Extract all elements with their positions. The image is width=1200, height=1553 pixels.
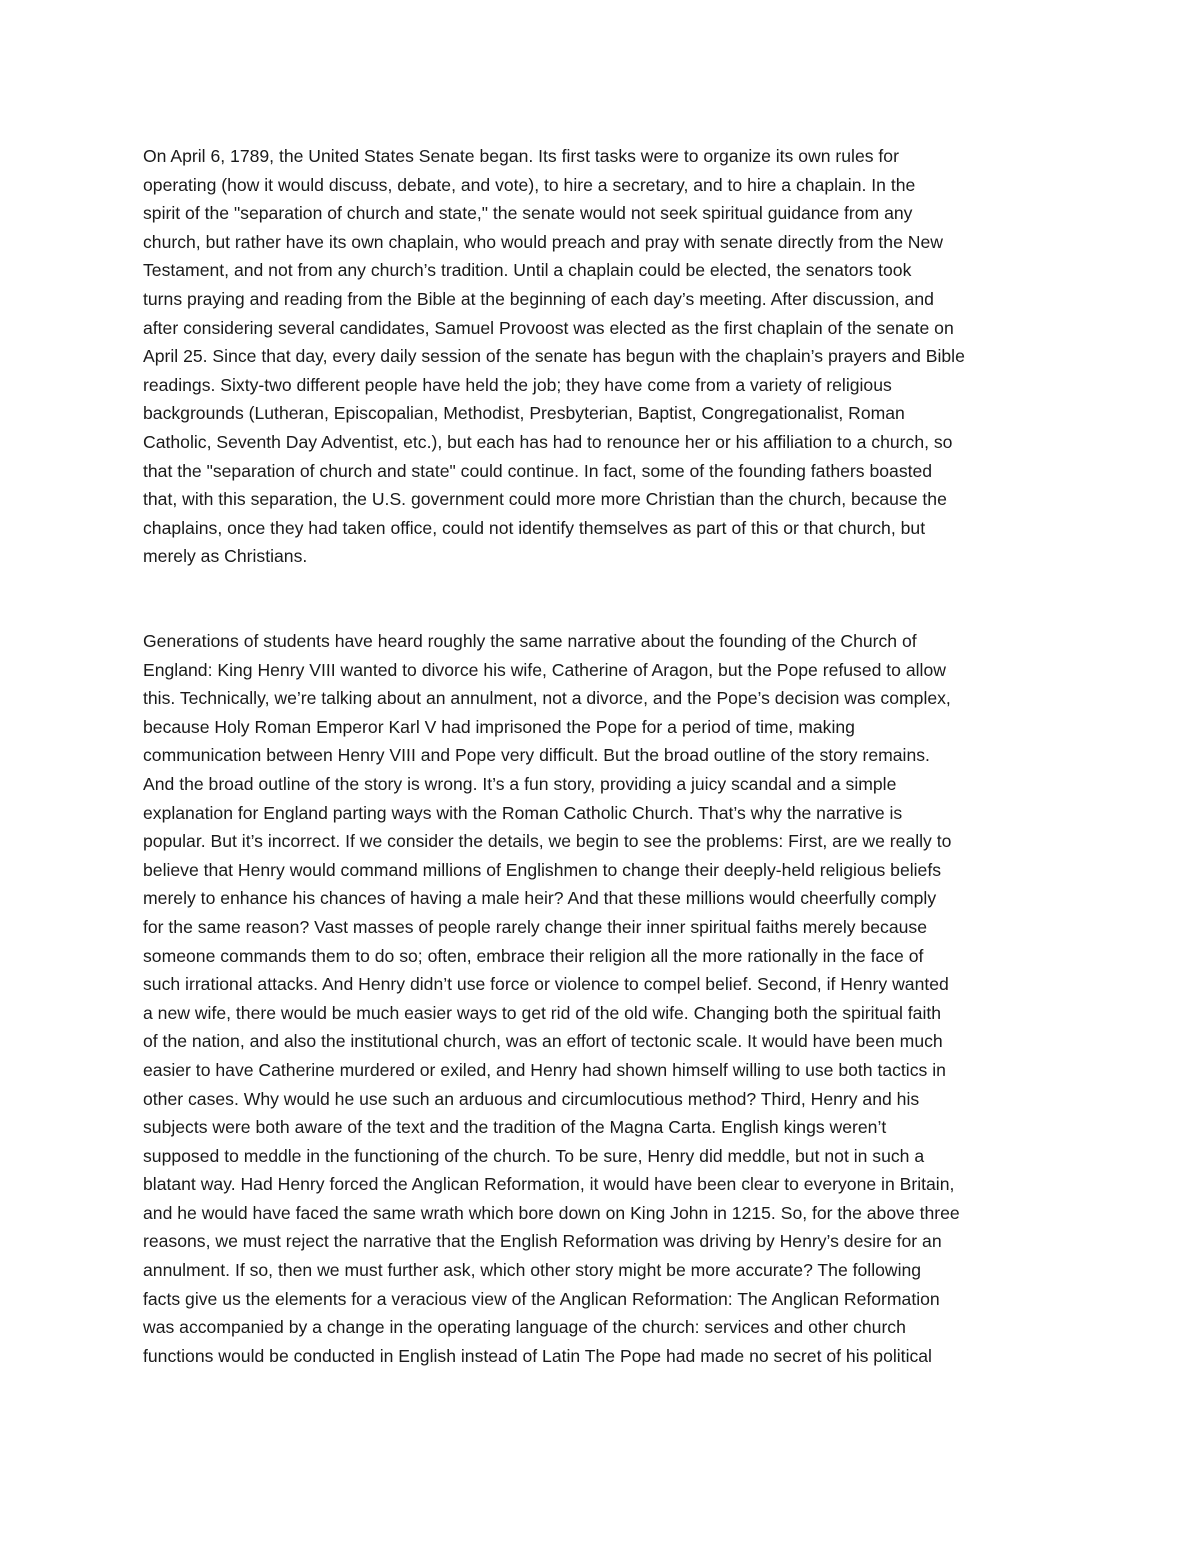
text-line: Generations of students have heard roughly the same narrative about the founding of the Church of <box>143 631 917 651</box>
text-line: And the broad outline of the story is wrong. It’s a fun story, providing a juicy scandal and a simple <box>143 773 897 794</box>
text-line: explanation for England parting ways with the Roman Catholic Church. That’s why the narrative is <box>143 802 903 823</box>
text-line: such irrational attacks. And Henry didn’t use force or violence to compel belief. Second, if Henry wanted <box>143 974 949 995</box>
text-line: easier to have Catherine murdered or exiled, and Henry had shown himself willing to use both tactics in <box>143 1059 946 1080</box>
paragraph-senate-chaplain <box>143 142 1063 571</box>
text-line: other cases. Why would he use such an arduous and circumlocutious method? Third, Henry and his <box>143 1088 920 1109</box>
text-line: chaplains, once they had taken office, could not identify themselves as part of this or that church, but <box>143 517 926 538</box>
text-line: for the same reason? Vast masses of people rarely change their inner spiritual faiths merely because <box>143 916 927 937</box>
text-line: backgrounds (Lutheran, Episcopalian, Methodist, Presbyterian, Baptist, Congregationalist, Roman <box>143 403 905 424</box>
text-line: supposed to meddle in the functioning of the church. To be sure, Henry did meddle, but not in such a <box>143 1145 925 1166</box>
text-line: this. Technically, we’re talking about an annulment, not a divorce, and the Pope’s decision was complex, <box>143 688 951 709</box>
text-line: believe that Henry would command millions of Englishmen to change their deeply-held religious beliefs <box>143 859 942 880</box>
text-line: popular. But it’s incorrect. If we consider the details, we begin to see the problems: First, are we really to <box>143 831 952 852</box>
text-line: a new wife, there would be much easier ways to get rid of the old wife. Changing both the spiritual faith <box>143 1002 942 1023</box>
text-line: facts give us the elements for a veracious view of the Anglican Reformation: The Anglican Reformation <box>143 1288 940 1309</box>
text-line: of the nation, and also the institutional church, was an effort of tectonic scale. It would have been much <box>143 1031 943 1052</box>
text-line: was accompanied by a change in the operating language of the church: services and other church <box>143 1317 906 1338</box>
text-line: April 25. Since that day, every daily session of the senate has begun with the chaplain’s prayers and Bible <box>143 346 965 367</box>
text-line: because Holy Roman Emperor Karl V had imprisoned the Pope for a period of time, making <box>143 716 855 737</box>
text-line: reasons, we must reject the narrative that the English Reformation was driving by Henry’s desire for an <box>143 1231 942 1252</box>
text-line: merely to enhance his chances of having a male heir? And that these millions would cheerfully comply <box>143 888 937 909</box>
text-line: readings. Sixty-two different people have held the job; they have come from a variety of religious <box>143 374 892 395</box>
text-line: On April 6, 1789, the United States Senate began. Its first tasks were to organize its own rules for <box>143 146 899 166</box>
text-line: Testament, and not from any church’s tradition. Until a chaplain could be elected, the senators took <box>143 260 912 281</box>
text-line: blatant way. Had Henry forced the Anglican Reformation, it would have been clear to everyone in Britain, <box>143 1174 955 1195</box>
text-line: turns praying and reading from the Bible at the beginning of each day’s meeting. After discussion, and <box>143 288 934 309</box>
text-line: after considering several candidates, Samuel Provoost was elected as the first chaplain of the senate on <box>143 317 954 338</box>
text-line: merely as Christians. <box>143 546 308 567</box>
text-line: that the "separation of church and state" could continue. In fact, some of the founding fathers boasted <box>143 460 933 481</box>
text-line: someone commands them to do so; often, embrace their religion all the more rationally in the face of <box>143 945 924 966</box>
text-line: spirit of the "separation of church and state," the senate would not seek spiritual guidance from any <box>143 203 913 224</box>
text-line: subjects were both aware of the text and the tradition of the Magna Carta. English kings weren’t <box>143 1117 887 1138</box>
text-line: annulment. If so, then we must further ask, which other story might be more accurate? The following <box>143 1260 922 1281</box>
text-line: and he would have faced the same wrath which bore down on King John in 1215. So, for the above three <box>143 1202 960 1223</box>
text-line: church, but rather have its own chaplain, who would preach and pray with senate directly from the New <box>143 231 943 252</box>
text-line: that, with this separation, the U.S. government could more more Christian than the church, because the <box>143 489 947 510</box>
text-line: communication between Henry VIII and Pope very difficult. But the broad outline of the story remains. <box>143 745 930 766</box>
paragraph-anglican-reformation <box>143 627 1063 1370</box>
text-line: Catholic, Seventh Day Adventist, etc.), but each has had to renounce her or his affiliation to a church, so <box>143 431 953 452</box>
text-line: functions would be conducted in English instead of Latin The Pope had made no secret of his political <box>143 1345 932 1366</box>
text-line: operating (how it would discuss, debate, and vote), to hire a secretary, and to hire a chaplain. In the <box>143 174 916 195</box>
text-line: England: King Henry VIII wanted to divorce his wife, Catherine of Aragon, but the Pope refused to allow <box>143 659 946 680</box>
